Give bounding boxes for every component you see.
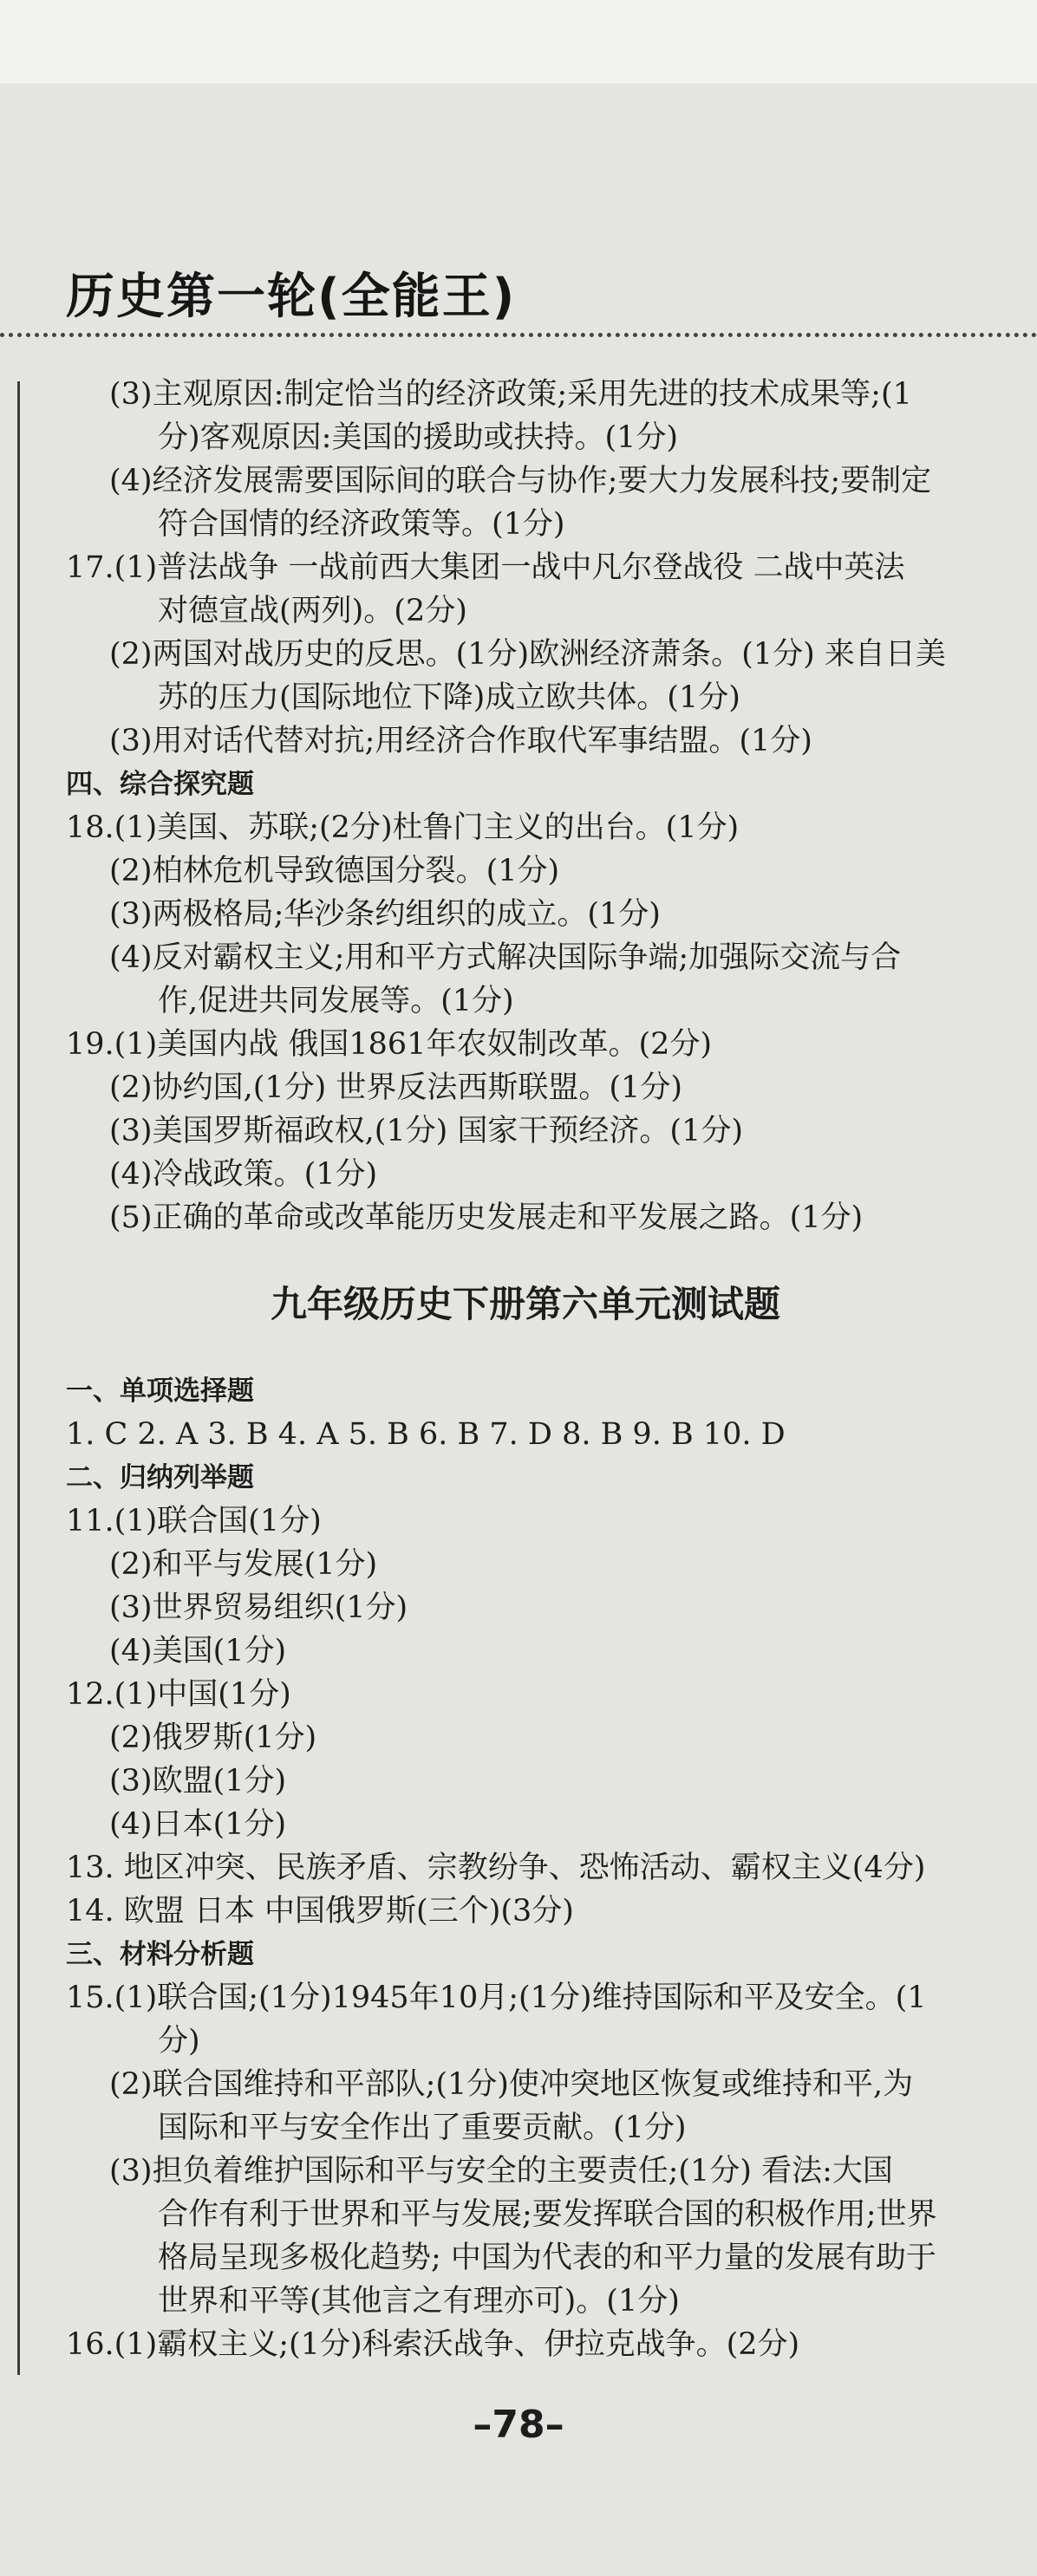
answer-line: (2)联合国维持和平部队;(1分)使冲突地区恢复或维持和平,为 (109, 2067, 914, 2102)
answer-line: (2)协约国,(1分) 世界反法西斯联盟。(1分) (109, 1070, 682, 1105)
answer-line: (3)美国罗斯福政权,(1分) 国家干预经济。(1分) (109, 1114, 743, 1148)
answer-line: (3)两极格局;华沙条约组织的成立。(1分) (109, 897, 661, 932)
answer-line: 分) (158, 2024, 200, 2059)
answer-line: (3)用对话代替对抗;用经济合作取代军事结盟。(1分) (109, 724, 812, 758)
answer-line: (2)和平与发展(1分) (109, 1547, 378, 1582)
header-dotted-rule (0, 333, 1037, 337)
answer-line: 对德宣战(两列)。(2分) (158, 594, 467, 628)
answer-line: (3)世界贸易组织(1分) (109, 1590, 408, 1625)
answer-line: 19.(1)美国内战 俄国1861年农奴制改革。(2分) (66, 1027, 713, 1062)
answer-line: 17.(1)普法战争 一战前西大集团一战中凡尔登战役 二战中英法 (66, 550, 905, 585)
answer-line: 分)客观原因:美国的援助或扶持。(1分) (158, 420, 679, 455)
answer-line: 18.(1)美国、苏联;(2分)杜鲁门主义的出台。(1分) (66, 810, 740, 845)
answer-line: 世界和平等(其他言之有理亦可)。(1分) (158, 2284, 680, 2319)
answer-line: (3)担负着维护国际和平与安全的主要责任;(1分) 看法:大国 (109, 2154, 893, 2189)
answer-line: 国际和平与安全作出了重要贡献。(1分) (158, 2111, 687, 2145)
answer-line: (3)主观原因:制定恰当的经济政策;采用先进的技术成果等;(1 (109, 377, 912, 412)
answers-part-1 (66, 373, 985, 1239)
answer-line: 合作有利于世界和平与发展;要发挥联合国的积极作用;世界 (158, 2197, 937, 2232)
answer-line: (5)正确的革命或改革能历史发展走和平发展之路。(1分) (109, 1200, 864, 1235)
answers-part-2 (66, 1369, 985, 2366)
answer-line: (4)日本(1分) (109, 1807, 287, 1842)
left-margin-rule (17, 381, 20, 2375)
section-heading: 一、单项选择题 (66, 1376, 254, 1407)
answer-line: 作,促进共同发展等。(1分) (158, 984, 514, 1018)
answer-line: 1. C 2. A 3. B 4. A 5. B 6. B 7. D 8. B 9. B 10. D (66, 1417, 786, 1452)
answer-line: 苏的压力(国际地位下降)成立欧共体。(1分) (158, 680, 740, 715)
book-title: 历史第一轮(全能王) (66, 269, 517, 325)
section-heading: 二、归纳列举题 (66, 1462, 254, 1493)
answer-line: 15.(1)联合国;(1分)1945年10月;(1分)维持国际和平及安全。(1 (66, 1981, 927, 2015)
section-heading: 四、综合探究题 (66, 769, 254, 800)
answer-line: 格局呈现多极化趋势; 中国为代表的和平力量的发展有助于 (158, 2241, 936, 2275)
answer-line: 16.(1)霸权主义;(1分)科索沃战争、伊拉克战争。(2分) (66, 2327, 800, 2362)
answer-line: (4)经济发展需要国际间的联合与协作;要大力发展科技;要制定 (109, 464, 932, 498)
answer-line: (2)柏林危机导致德国分裂。(1分) (109, 854, 560, 888)
page-number: –78– (473, 2403, 564, 2447)
answer-line: (3)欧盟(1分) (109, 1764, 287, 1799)
unit-test-title: 九年级历史下册第六单元测试题 (270, 1283, 780, 1325)
answer-line: (2)两国对战历史的反思。(1分)欧洲经济萧条。(1分) 来自日美 (109, 637, 946, 672)
top-scan-strip (0, 0, 1037, 83)
answer-line: (4)美国(1分) (109, 1634, 287, 1669)
answer-line: (4)反对霸权主义;用和平方式解决国际争端;加强际交流与合 (109, 940, 902, 975)
answer-line: 13. 地区冲突、民族矛盾、宗教纷争、恐怖活动、霸权主义(4分) (66, 1851, 926, 1885)
answer-line: 11.(1)联合国(1分) (66, 1504, 322, 1538)
answer-content (66, 373, 985, 2366)
answer-line: (4)冷战政策。(1分) (109, 1157, 378, 1192)
answer-line: 14. 欧盟 日本 中国俄罗斯(三个)(3分) (66, 1894, 574, 1929)
answer-line: (2)俄罗斯(1分) (109, 1721, 317, 1755)
answer-line: 12.(1)中国(1分) (66, 1677, 291, 1712)
section-heading: 三、材料分析题 (66, 1939, 254, 1970)
answer-line: 符合国情的经济政策等。(1分) (158, 507, 565, 542)
